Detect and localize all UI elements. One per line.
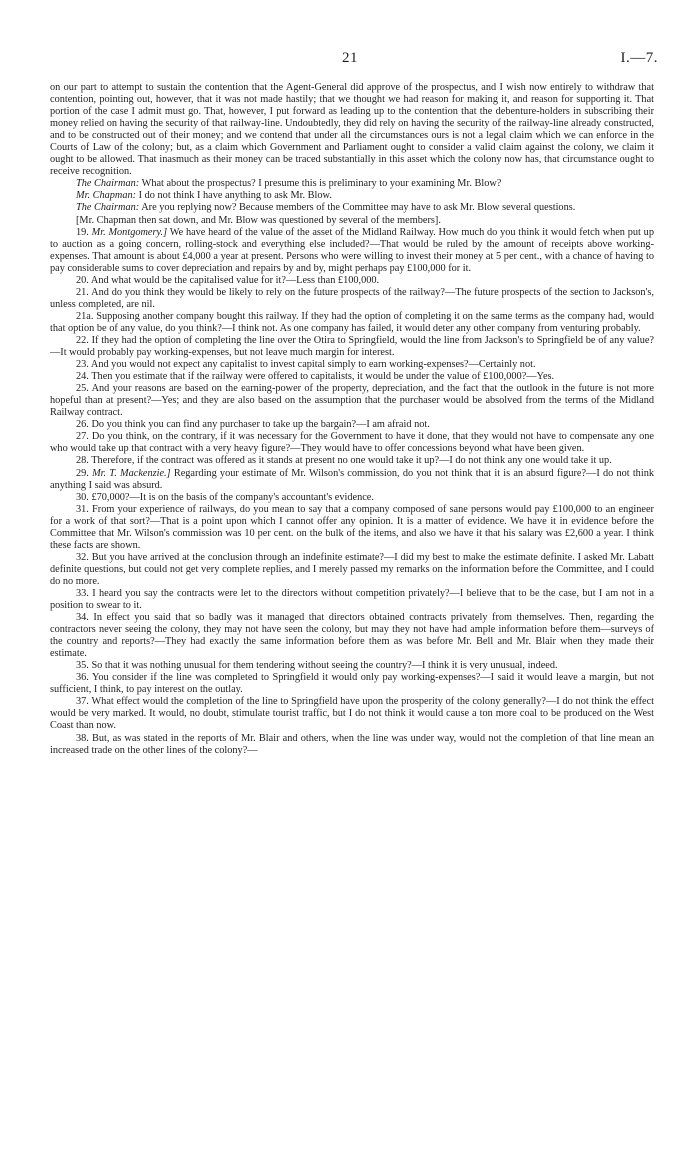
page-reference: I.—7. [620,50,658,66]
speaker: The Chairman: [76,178,140,190]
paragraph: 35. So that it was nothing unusual for them tendering without seeing the country?—I think it is very unusual, indeed. [76,660,558,672]
paragraph: 32. But you have arrived at the conclusion through an indefinite estimate?—I did my best to make the estimate definite. I asked Mr. Labatt definite questions, but could not get very complete replies, and I merely passed my remarks on the information before the Committee, and I could do no more. [50,551,654,587]
paragraph: 27. Do you think, on the contrary, if it was necessary for the Government to have it done, that they would not have to compensate any one who would take up that contract with a very heavy figure?—They would have to offer concessions beyond what have been given. [50,431,654,455]
paragraph: 20. And what would be the capitalised value for it?—Less than £100,000. [76,274,380,286]
speaker: Mr. Chapman: [76,190,137,202]
paragraph: 28. Therefore, if the contract was offered as it stands at present no one would take it up?—I do not think any one would take it up. [76,455,612,467]
paragraph: 33. I heard you say the contracts were let to the directors without competition privately?—I believe that to be the case, but I am not in a position to swear to it. [50,587,654,612]
paragraph: [Mr. Chapman then sat down, and Mr. Blow was questioned by several of the members]. [76,214,441,226]
body-text [50,82,654,757]
paragraph: on our part to attempt to sustain the contention that the Agent-General did approve of the prospectus, and I wish now entirely to withdraw that contention, pointing out, however, that it was not made hastily; that we thought we had reason for making it, and reason for supporting it. That portion of the case I admit must go. That, however, I put forward as leading up to the contention that the debenture-holders in subscribing their money relied on having the security of that railway-line. Undoubtedly, they did rely on having the security of the railway-line already constructed, and to be constructed out of their money; and we contend that under all the circumstances ours is not a legal claim which we can enforce in the Courts of Law of the colony; but, as a claim which Government and Parliament ought to consider a valid claim against the colony, we claim it ought to be allowed. That inasmuch as their money can be traced substantially in this asset which the colony now has, that circumstance ought to receive recognition. [50,82,654,178]
paragraph: 22. If they had the option of completing the line over the Otira to Springfield, would the line from Jackson's to Springfield be of any value?—It would probably pay working-expenses, but not leave much margin for interest. [50,334,654,359]
paragraph: 38. But, as was stated in the reports of Mr. Blair and others, when the line was under way, would not the completion of that line mean an increased trade on the other lines of the colony?— [50,732,654,756]
paragraph: 36. You consider if the line was completed to Springfield it would only pay working-expenses?—I said it would leave a margin, but not sufficient, I think, to pay interest on the outlay. [50,672,654,696]
paragraph: 24. Then you estimate that if the railway were offered to capitalists, it would be under the value of £100,000?—Yes. [76,371,555,383]
paragraph: 19. Mr. Montgomery.] We have heard of the value of the asset of the Midland Railway. How much do you think it would fetch when put up to auction as a going concern, rolling-stock and everything else included?—That would be ruled by the amount of receipts above working-expenses. That amount is about £4,000 a year at present. Persons who were willing to invest their money at 5 per cent., with a chance of having to pay considerable sums to cover depreciation and repairs by and by, might perhaps pay £100,000 for it. [50,226,654,274]
speaker: Mr. Montgomery.] [91,226,168,238]
paragraph: 26. Do you think you can find any purchaser to take up the bargain?—I am afraid not. [76,419,430,431]
paragraph: 37. What effect would the completion of the line to Springfield have upon the prosperity of the colony generally?—I do not think the effect would be very marked. It would, no doubt, stimulate tourist traffic, but I do not think it would cause a ton more coal to be produced on the West Coast than now. [50,696,654,732]
page-number: 21 [342,50,358,66]
paragraph: The Chairman: Are you replying now? Because members of the Committee may have to ask Mr. Blow several questions. [76,202,576,214]
paragraph: The Chairman: What about the prospectus? I presume this is preliminary to your examining Mr. Blow? [76,178,502,190]
speaker: The Chairman: [76,202,140,214]
paragraph: Mr. Chapman: I do not think I have anything to ask Mr. Blow. [76,190,332,202]
paragraph: 25. And your reasons are based on the earning-power of the property, depreciation, and the fact that the outlook in the future is not more hopeful than at present?—Yes; and they are also based on the assumption that the purchaser would be absolved from the terms of the Midland Railway contract. [50,383,654,419]
speaker: Mr. T. Mackenzie.] [92,467,171,479]
paragraph: 21. And do you think they would be likely to rely on the future prospects of the railway?—The future prospects of the section to Jackson's, unless completed, are nil. [50,286,654,310]
paragraph: 30. £70,000?—It is on the basis of the company's accountant's evidence. [76,491,374,503]
paragraph: 31. From your experience of railways, do you mean to say that a company composed of sane persons would pay £100,000 to an engineer for a work of that sort?—That is a point upon which I cannot offer any opinion. It is a matter of evidence. We have it in evidence before the Committee that Mr. Wilson's commission was 10 per cent. on the bulk of the items, and also we have it that his salary was £2,600 a year. I think these facts are shown. [50,503,654,551]
paragraph: 23. And you would not expect any capitalist to invest capital simply to earn working-expenses?—Certainly not. [76,359,536,371]
paragraph: 29. Mr. T. Mackenzie.] Regarding your estimate of Mr. Wilson's commission, do you not think that it is an absurd figure?—I do not think anything I said was absurd. [50,467,654,491]
paragraph: 34. In effect you said that so badly was it managed that directors obtained contracts privately from themselves. Then, regarding the contractors never seeing the colony, they may not have seen the colony, but may they not have had ample information before them—surveys of the country and reports?—They had exactly the same information before them as was before Mr. Bell and Mr. Blair when they made their estimate. [50,612,654,660]
paragraph: 21a. Supposing another company bought this railway. If they had the option of completing it on the same terms as the company had, would that option be of any value, do you think?—I think not. As one company has failed, it would deter any other company from venturing probably. [50,310,654,334]
